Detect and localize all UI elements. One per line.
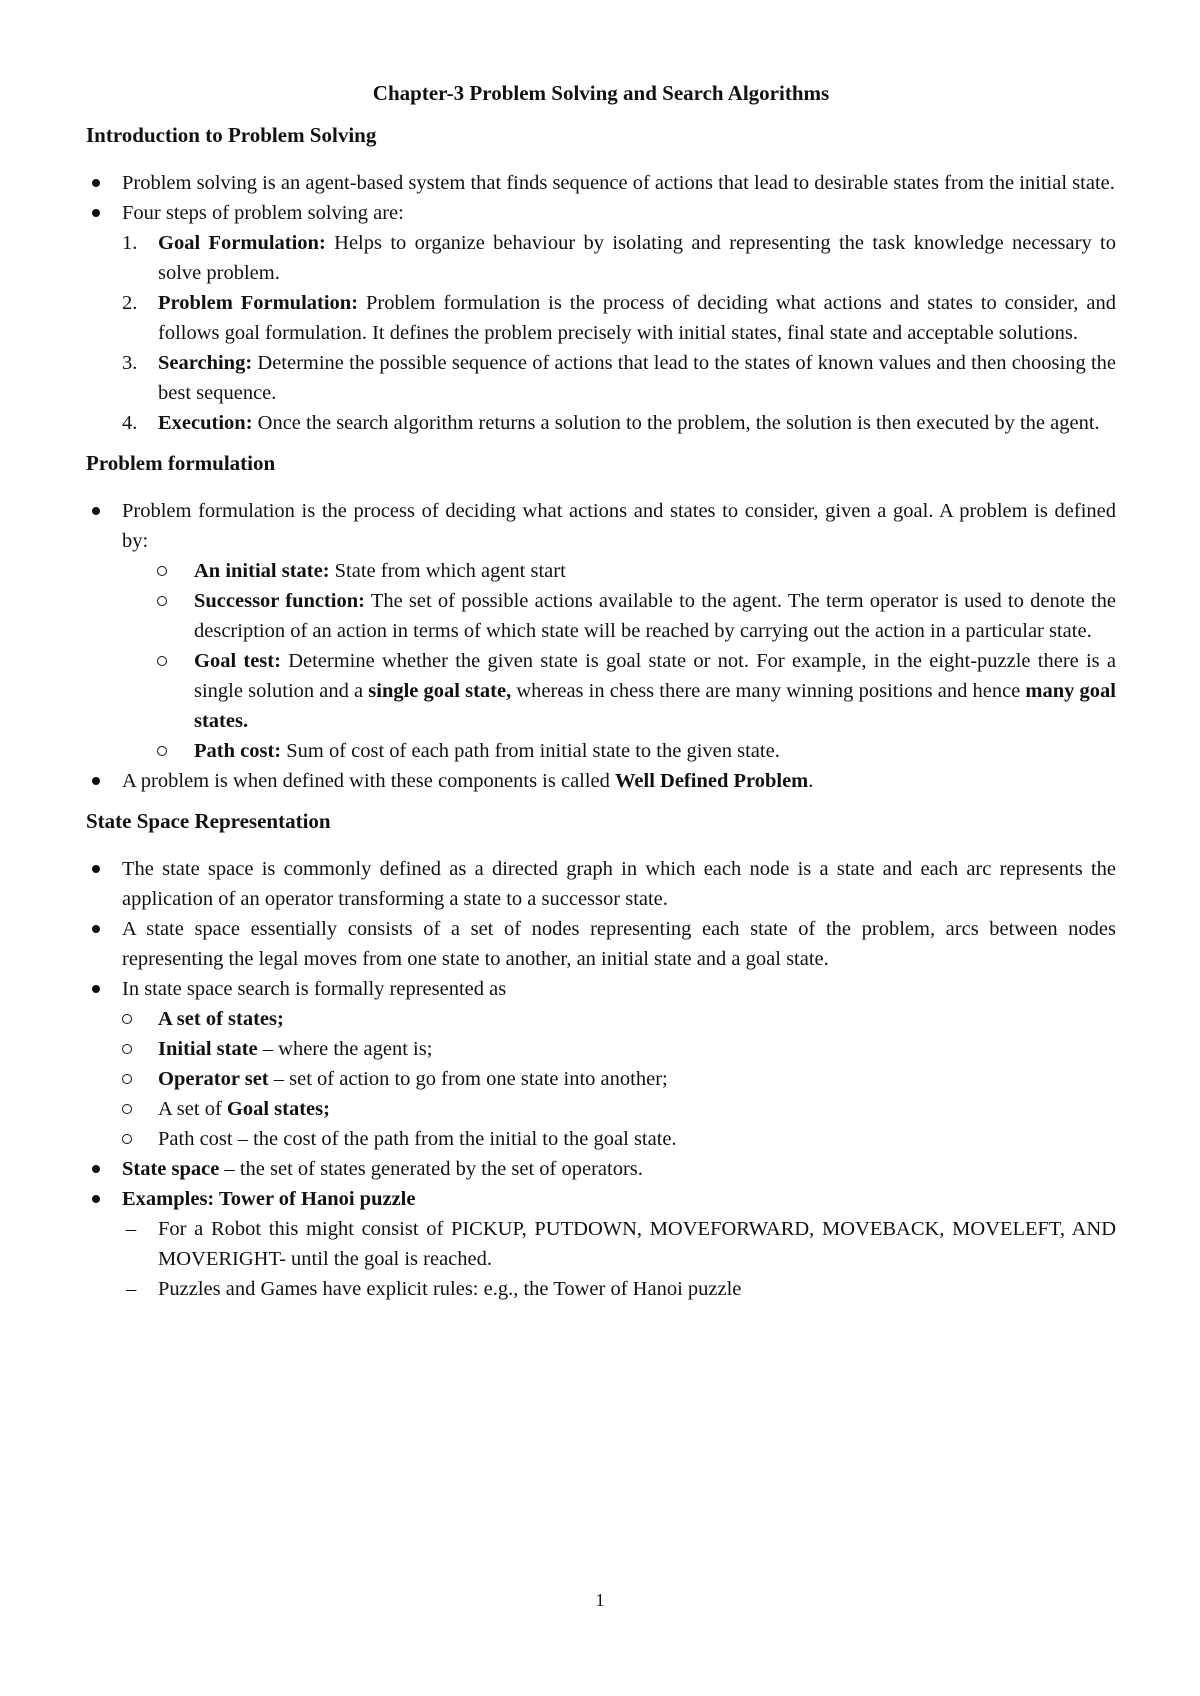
sub-list-item xyxy=(86,1094,1116,1124)
step-text: Problem formulation is the process of deciding what actions and states to consider, and follows goal formulation. It defines the problem precisely with initial states, final state and acceptable solutions. xyxy=(158,292,1116,344)
dash-item-text: For a Robot this might consist of PICKUP, PUTDOWN, MOVEFORWARD, MOVEBACK, MOVELEFT, AND MOVERIGHT- until the goal is reached. xyxy=(158,1218,1116,1270)
list-item xyxy=(86,496,1116,556)
step-item xyxy=(86,348,1116,408)
step-text: Once the search algorithm returns a solution to the problem, the solution is then executed by the agent. xyxy=(252,412,1100,434)
circle-bullet-icon xyxy=(122,1094,132,1124)
sub-item-term: Path cost: xyxy=(194,740,282,762)
list-item-emphasis: Well Defined Problem xyxy=(615,770,809,792)
circle-bullet-icon xyxy=(157,646,167,676)
bullet-icon xyxy=(92,496,100,526)
sub-item-term: A set of states; xyxy=(158,1008,284,1030)
dash-list-item xyxy=(86,1214,1116,1274)
sub-item-emphasis: many goal states. xyxy=(194,680,1116,732)
step-number: 3. xyxy=(122,352,138,374)
step-item xyxy=(86,408,1116,438)
sub-item-text: – where the agent is; xyxy=(257,1038,433,1060)
sub-item-text: – set of action to go from one state into another; xyxy=(268,1068,668,1090)
list-item-text: – the set of states generated by the set of operators. xyxy=(219,1158,643,1180)
circle-bullet-icon xyxy=(157,736,167,766)
formulation-list xyxy=(86,496,1116,796)
sub-item-term: Operator set xyxy=(158,1068,269,1090)
list-item xyxy=(86,168,1116,198)
bullet-icon xyxy=(92,854,100,884)
step-item xyxy=(86,288,1116,348)
circle-bullet-icon xyxy=(122,1034,132,1064)
step-number: 1. xyxy=(122,232,138,254)
dash-item-text: Puzzles and Games have explicit rules: e.g., the Tower of Hanoi puzzle xyxy=(158,1278,742,1300)
step-number: 4. xyxy=(122,412,138,434)
sub-list-item xyxy=(86,736,1116,766)
sub-item-term: Goal test: xyxy=(194,650,281,672)
page-number: 1 xyxy=(595,1590,605,1610)
list-item xyxy=(86,854,1116,914)
sub-list-item xyxy=(86,1004,1116,1034)
sub-list-item xyxy=(86,1124,1116,1154)
section-heading-formulation: Problem formulation xyxy=(86,451,276,475)
bullet-icon xyxy=(92,766,100,796)
state-space-list xyxy=(86,854,1116,1304)
bullet-icon xyxy=(92,198,100,228)
bullet-icon xyxy=(92,974,100,1004)
dash-bullet-icon: – xyxy=(126,1218,137,1240)
circle-bullet-icon xyxy=(122,1004,132,1034)
bullet-icon xyxy=(92,168,100,198)
sub-list-item xyxy=(86,556,1116,586)
list-item-text: The state space is commonly defined as a directed graph in which each node is a state and each arc represents the application of an operator transforming a state to a successor state. xyxy=(122,858,1116,910)
sub-item-text: Determine whether the given state is goal state or not. For example, in the eight-puzzle there is a single solution and a xyxy=(194,650,1116,702)
step-term: Goal Formulation: xyxy=(158,232,326,254)
section-heading-state-space: State Space Representation xyxy=(86,809,331,833)
circle-bullet-icon xyxy=(157,556,167,586)
sub-list-item xyxy=(86,646,1116,736)
list-item-text: Problem formulation is the process of deciding what actions and states to consider, given a goal. A problem is defined by: xyxy=(122,500,1116,552)
list-item-term: State space xyxy=(122,1158,220,1180)
sub-item-term: Goal states; xyxy=(226,1098,330,1120)
document-page xyxy=(86,78,1116,1304)
dash-list-item xyxy=(86,1274,1116,1304)
sub-list-item xyxy=(86,1034,1116,1064)
circle-bullet-icon xyxy=(122,1124,132,1154)
sub-item-term: Initial state xyxy=(158,1038,258,1060)
sub-item-text: Sum of cost of each path from initial state to the given state. xyxy=(281,740,780,762)
dash-bullet-icon: – xyxy=(126,1278,137,1300)
list-item-text: A problem is when defined with these components is called xyxy=(122,770,616,792)
step-number: 2. xyxy=(122,292,138,314)
bullet-icon xyxy=(92,914,100,944)
sub-list-item xyxy=(86,1064,1116,1094)
step-text: Determine the possible sequence of actions that lead to the states of known values and then choosing the best sequence. xyxy=(158,352,1116,404)
sub-item-term: An initial state: xyxy=(194,560,330,582)
circle-bullet-icon xyxy=(157,586,167,616)
circle-bullet-icon xyxy=(122,1064,132,1094)
list-item xyxy=(86,1184,1116,1214)
intro-list xyxy=(86,168,1116,438)
step-item xyxy=(86,228,1116,288)
sub-list-item xyxy=(86,586,1116,646)
list-item xyxy=(86,198,1116,228)
step-term: Execution: xyxy=(158,412,253,434)
list-item-text: . xyxy=(808,770,814,792)
list-item-term: Examples: Tower of Hanoi puzzle xyxy=(122,1188,416,1210)
step-text: Helps to organize behaviour by isolating and representing the task knowledge necessary to solve problem. xyxy=(158,232,1117,284)
step-term: Searching: xyxy=(158,352,253,374)
bullet-icon xyxy=(92,1154,100,1184)
step-term: Problem Formulation: xyxy=(158,292,359,314)
sub-item-text: A set of xyxy=(158,1098,227,1120)
list-item xyxy=(86,974,1116,1004)
section-heading-intro: Introduction to Problem Solving xyxy=(86,123,377,147)
sub-item-text: The set of possible actions available to the agent. The term operator is used to denote the description of an action in terms of which state will be reached by carrying out the action in a particular state. xyxy=(194,590,1116,642)
sub-item-text: Path cost – the cost of the path from the initial to the goal state. xyxy=(158,1128,677,1150)
list-item-text: Four steps of problem solving are: xyxy=(122,202,404,224)
list-item xyxy=(86,766,1116,796)
list-item-text: Problem solving is an agent-based system that finds sequence of actions that lead to desirable states from the initial state. xyxy=(122,172,1115,194)
sub-item-emphasis: single goal state, xyxy=(368,680,512,702)
list-item xyxy=(86,1154,1116,1184)
list-item-text: In state space search is formally represented as xyxy=(122,978,507,1000)
sub-item-text: State from which agent start xyxy=(329,560,566,582)
page-title: Chapter-3 Problem Solving and Search Algorithms xyxy=(372,81,830,105)
sub-item-text: whereas in chess there are many winning positions and hence xyxy=(511,680,1026,702)
sub-item-term: Successor function: xyxy=(194,590,365,612)
list-item-text: A state space essentially consists of a set of nodes representing each state of the problem, arcs between nodes representing the legal moves from one state to another, an initial state and a goal state. xyxy=(122,918,1116,970)
bullet-icon xyxy=(92,1184,100,1214)
list-item xyxy=(86,914,1116,974)
